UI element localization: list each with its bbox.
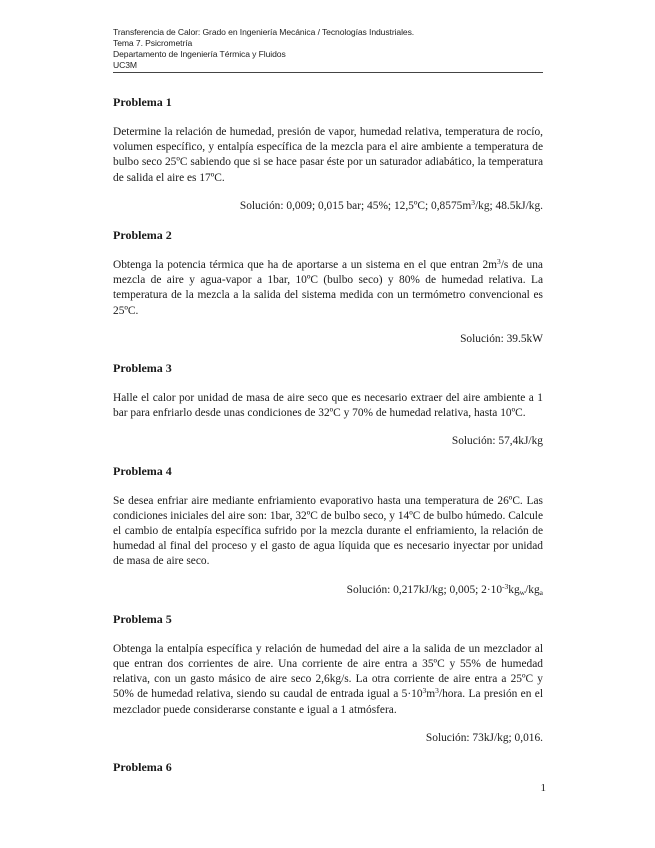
page-header bbox=[113, 27, 543, 73]
problem-solution: Solución: 73kJ/kg; 0,016. bbox=[425, 731, 543, 744]
problem-solution: Solución: 57,4kJ/kg bbox=[451, 435, 543, 448]
problem-4 bbox=[113, 464, 543, 598]
problem-statement: Se desea enfriar aire mediante enfriamiento evaporativo hasta una temperatura de 26ºC. Las condiciones iniciales del aire son: 1bar, 32ºC de bulbo seco, y 14ºC de bulbo húmedo. Calcule el cambio de entalpía específica sufrido por la mezcla durante el enfriamiento, la relación de humedad al final del proceso y el gasto de agua líquida que es necesario inyectar por unidad de masa de aire seco. bbox=[113, 494, 543, 568]
problem-title: Problema 1 bbox=[113, 95, 172, 109]
header-university: UC3M bbox=[113, 60, 137, 70]
page-number: 1 bbox=[540, 782, 546, 794]
problem-title: Problema 5 bbox=[113, 611, 172, 626]
header-topic: Tema 7. Psicrometría bbox=[113, 38, 193, 48]
header-course: Transferencia de Calor: Grado en Ingeniería Mecánica / Tecnologías Industriales. bbox=[113, 27, 415, 37]
problem-statement: Halle el calor por unidad de masa de aire seco que es necesario extraer del aire ambiente a 1 bar para enfriarlo desde unas condiciones de 32ºC y 70% de humedad relativa, hasta 10ºC. bbox=[113, 392, 543, 420]
header-department: Departamento de Ingeniería Térmica y Fluidos bbox=[113, 49, 286, 59]
document-body bbox=[113, 95, 543, 790]
problem-1 bbox=[113, 95, 543, 214]
problem-title: Problema 2 bbox=[113, 228, 172, 243]
problem-statement: Obtenga la potencia térmica que ha de aportarse a un sistema en el que entran $2m^3/s$ de una mezcla de aire y agua-vapor a 1bar, 10ºC (bulbo seco) y 80% de humedad relativa. La temperatura de la mezcla a la salida del sistema medida con un termómetro convencional es 25ºC. bbox=[113, 257, 543, 317]
problem-solution: Solución: 39.5kW bbox=[460, 332, 543, 345]
problem-title: Problema 4 bbox=[113, 463, 172, 478]
problem-5 bbox=[113, 612, 543, 746]
problem-solution: Solución: 0,217kJ/kg; 0,005; $2\cdot 10^{-3}kg_w/kg_a$ bbox=[346, 581, 543, 597]
problem-title: Problema 6 bbox=[113, 760, 172, 775]
problem-solution: Solución: 0,009; 0,015 bar; 45%; 12,5ºC; $0,8575m^3/kg$; 48.5kJ/kg. bbox=[239, 197, 543, 212]
problem-statement: Obtenga la entalpía específica y relación de humedad del aire a la salida de un mezclador al que entran dos corrientes de aire. Una corriente de aire entra a 35ºC y 55% de humedad relativa, con un gasto másico de aire seco 2,6kg/s. La otra corriente de aire entra a 25ºC y 50% de humedad relativa, siendo su caudal de entrada igual a $5\cdot 10^3m^3$/hora. La presión en el mezclador puede considerarse constante e igual a 1 atmósfera. bbox=[113, 642, 543, 716]
problem-2 bbox=[113, 228, 543, 347]
problem-title: Problema 3 bbox=[113, 361, 172, 376]
problem-statement: Determine la relación de humedad, presión de vapor, humedad relativa, temperatura de rocío, volumen específico, y entalpía específica de la mezcla para el aire ambiente a temperatura de bulbo seco 25ºC sabiendo que si se hace pasar éste por un saturador adiabático, la temperatura de salida el aire es 17ºC. bbox=[113, 126, 543, 184]
problem-3 bbox=[113, 361, 543, 450]
problem-6 bbox=[113, 760, 543, 775]
